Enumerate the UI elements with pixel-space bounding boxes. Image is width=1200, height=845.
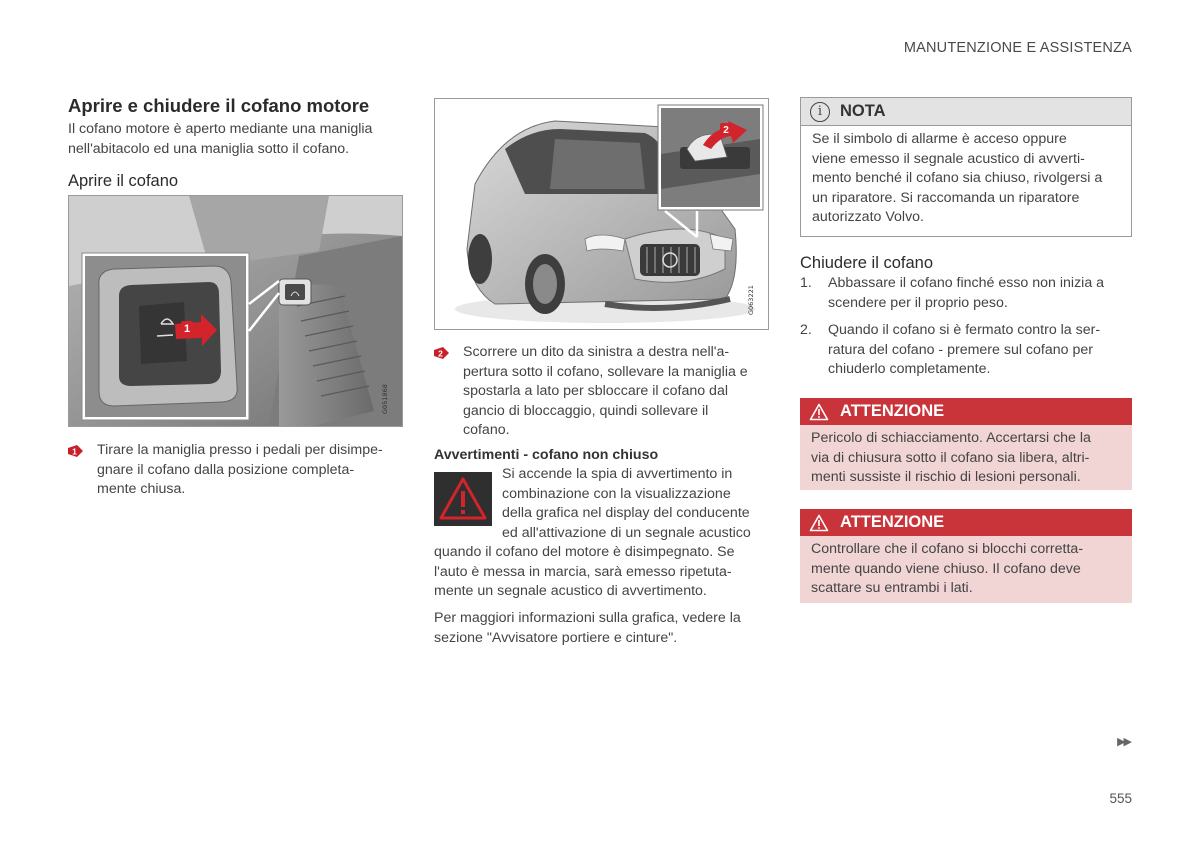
note-header — [801, 98, 1131, 126]
warning-box-1 — [800, 398, 1132, 492]
list-item — [800, 274, 1135, 313]
warning-label: ATTENZIONE — [840, 402, 945, 420]
step-marker-icon — [68, 445, 83, 457]
intro-line: Il cofano motore è aperto mediante una maniglia — [68, 121, 373, 137]
text-line: mente un segnale acustico di avvertimento. — [434, 583, 707, 599]
page-title: Aprire e chiudere il cofano motore — [68, 95, 370, 116]
info-icon: i — [810, 102, 830, 122]
list-number: 2. — [800, 322, 812, 338]
text-line: della grafica nel display del conducente — [502, 505, 750, 521]
text-line: scendere per il proprio peso. — [828, 294, 1008, 311]
svg-text:2: 2 — [438, 348, 443, 359]
figure-code: G063221 — [747, 285, 755, 315]
warning-box-2 — [800, 509, 1132, 603]
text-line: Si accende la spia di avvertimento in — [502, 466, 733, 482]
text-line: l'auto è messa in marcia, sarà emesso ripetuta- — [434, 563, 732, 580]
step-1 — [68, 441, 408, 501]
figure-callout-2: 2 — [723, 125, 729, 136]
note-text — [801, 126, 1131, 228]
step-1-text — [97, 441, 383, 500]
step-2-text — [463, 343, 748, 441]
text-line: Abbassare il cofano finché esso non inizia a — [828, 275, 1105, 291]
text-line: sezione "Avvisatore portiere e cinture". — [434, 629, 678, 646]
text-line: quando il cofano del motore è disimpegnato. Se — [434, 544, 735, 560]
step-2 — [434, 343, 774, 443]
close-hood-subtitle: Chiudere il cofano — [800, 254, 933, 272]
text-line: spostarla a lato per sbloccare il cofano dal — [463, 383, 728, 399]
svg-text:1: 1 — [72, 446, 77, 457]
car-hood-figure — [434, 98, 769, 330]
section-header: MANUTENZIONE E ASSISTENZA — [903, 40, 1132, 56]
warning-header — [800, 398, 1132, 425]
warning-label: ATTENZIONE — [840, 513, 945, 531]
text-line: Quando il cofano si è fermato contro la ser- — [828, 322, 1101, 338]
figure-callout-1: 1 — [183, 323, 191, 335]
text-line: mente chiusa. — [97, 481, 186, 497]
text-line: viene emesso il segnale acustico di avverti- — [812, 150, 1085, 167]
text-line: un riparatore. Si raccomanda un riparatore — [812, 189, 1080, 206]
intro-paragraph — [68, 120, 408, 159]
step-marker-icon — [434, 347, 449, 359]
more-info-text — [434, 609, 779, 648]
text-line: Scorrere un dito da sinistra a destra nell'a- — [463, 344, 730, 360]
note-label: NOTA — [840, 102, 886, 120]
text-line: chiuderlo completamente. — [828, 361, 991, 377]
intro-line: nell'abitacolo ed una maniglia sotto il cofano. — [68, 140, 350, 157]
figure-code: G051868 — [381, 384, 389, 414]
warning-triangle-icon — [809, 403, 829, 421]
text-line: pertura sotto il cofano, sollevare la maniglia e — [463, 363, 748, 380]
text-line: combinazione con la visualizzazione — [502, 485, 731, 502]
text-line: Pericolo di schiacciamento. Accertarsi che la — [811, 430, 1091, 446]
warning-triangle-icon — [809, 514, 829, 532]
warnings-heading: Avvertimenti - cofano non chiuso — [434, 447, 659, 463]
text-line: gancio di bloccaggio, quindi sollevare il — [463, 402, 709, 419]
text-line: menti sussiste il rischio di lesioni personali. — [811, 469, 1081, 485]
text-line: via di chiusura sotto il cofano sia libera, altri- — [811, 449, 1090, 466]
warnings-wrap-text — [502, 465, 777, 543]
list-number: 1. — [800, 275, 812, 291]
hood-release-handle-figure — [68, 195, 403, 427]
warning-triangle-icon — [434, 472, 492, 526]
hood-release-illustration — [69, 196, 402, 426]
text-line: Per maggiori informazioni sulla grafica, vedere la — [434, 610, 741, 626]
text-line: gnare il cofano dalla posizione completa- — [97, 461, 355, 478]
open-hood-subtitle: Aprire il cofano — [68, 172, 179, 190]
warning-header — [800, 509, 1132, 536]
text-line: mente quando viene chiuso. Il cofano deve — [811, 560, 1081, 577]
note-box — [800, 97, 1132, 237]
warnings-full-text — [434, 543, 779, 602]
text-line: scattare su entrambi i lati. — [811, 580, 973, 596]
warning-text — [800, 536, 1132, 603]
warning-text — [800, 425, 1132, 490]
text-line: mento benché il cofano sia chiuso, rivolgersi a — [812, 170, 1103, 186]
text-line: ed all'attivazione di un segnale acustico — [502, 524, 751, 541]
text-line: cofano. — [463, 422, 510, 438]
car-illustration — [435, 99, 768, 329]
text-line: ratura del cofano - premere sul cofano per — [828, 341, 1093, 358]
list-item — [800, 321, 1135, 380]
text-line: autorizzato Volvo. — [812, 209, 924, 225]
text-line: Controllare che il cofano si blocchi corretta- — [811, 541, 1084, 557]
text-line: Tirare la maniglia presso i pedali per disimpe- — [97, 442, 383, 458]
page-number: 555 — [1109, 791, 1132, 806]
next-page-icon[interactable]: ▶▶ — [1117, 736, 1130, 748]
close-steps-list — [800, 274, 1135, 380]
text-line: Se il simbolo di allarme è acceso oppure — [812, 131, 1067, 147]
